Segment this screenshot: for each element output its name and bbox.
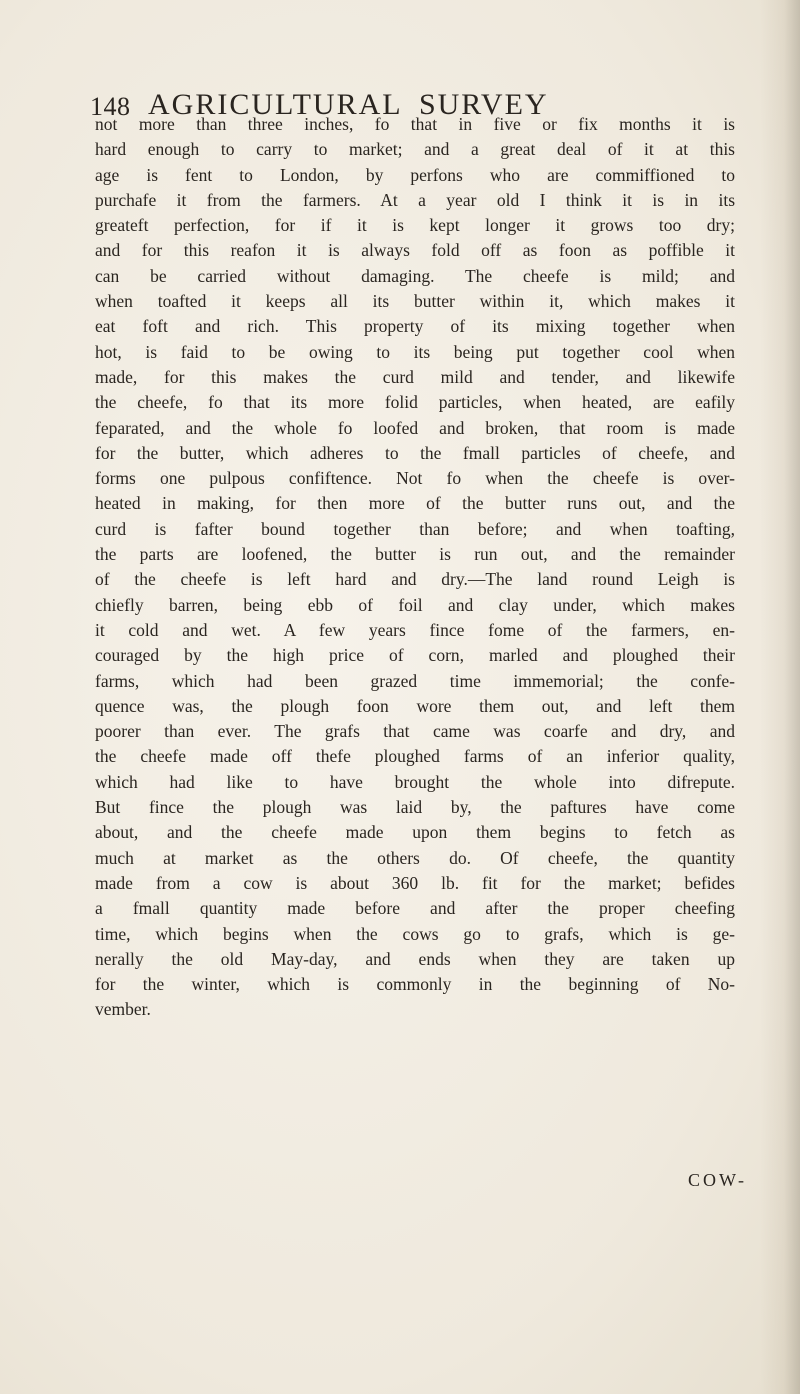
text-line: not more than three inches, fo that in five or fix months it is [95, 114, 735, 134]
text-line: eat foft and rich. This property of its mixing together when [95, 316, 735, 337]
text-line: feparated, and the whole fo loofed and broken, that room is made [95, 417, 735, 438]
text-line: for the winter, which is commonly in the beginning of No- [95, 974, 735, 995]
text-line: for the butter, which adheres to the fmall particles of cheefe, and [95, 442, 735, 463]
text-line: quence was, the plough foon wore them out, and left them [95, 695, 735, 716]
text-line: when toafted it keeps all its butter within it, which makes it [95, 291, 735, 312]
text-line: heated in making, for then more of the butter runs out, and the [95, 493, 735, 514]
text-line: made from a cow is about 360 lb. fit for the market; befides [95, 872, 735, 893]
catchword: COW- [688, 1170, 747, 1190]
text-line: age is fent to London, by perfons who are commiffioned to [95, 164, 735, 185]
text-line: nerally the old May-day, and ends when they are taken up [95, 948, 735, 969]
text-line: greateft perfection, for if it is kept longer it grows too dry; [95, 215, 735, 236]
text-line: chiefly barren, being ebb of foil and clay under, which makes [95, 594, 735, 615]
text-line-last: vember. [95, 999, 151, 1020]
text-line: it cold and wet. A few years fince fome of the farmers, en- [95, 619, 735, 640]
text-line: time, which begins when the cows go to grafs, which is ge- [95, 923, 735, 944]
text-line: poorer than ever. The grafs that came was coarfe and dry, and [95, 721, 735, 742]
text-line: can be carried without damaging. The cheefe is mild; and [95, 265, 735, 286]
text-line: But fince the plough was laid by, the paftures have come [95, 797, 735, 818]
text-line: forms one pulpous confiftence. Not fo when the cheefe is over- [95, 468, 735, 489]
text-line: purchafe it from the farmers. At a year old I think it is in its [95, 189, 735, 210]
text-line: which had like to have brought the whole into difrepute. [95, 771, 735, 792]
page-number: 148 [90, 92, 131, 121]
text-line: hard enough to carry to market; and a great deal of it at this [95, 139, 735, 160]
text-line: the cheefe, fo that its more folid particles, when heated, are eafily [95, 392, 735, 413]
text-line: much at market as the others do. Of cheefe, the quantity [95, 847, 735, 868]
text-line: made, for this makes the curd mild and tender, and likewife [95, 366, 735, 387]
running-head: AGRICULTURAL SURVEY [148, 88, 549, 121]
text-line: a fmall quantity made before and after the proper cheefing [95, 898, 735, 919]
page-edge-shadow [760, 0, 800, 1394]
text-line: about, and the cheefe made upon them begins to fetch as [95, 822, 735, 843]
text-line: hot, is faid to be owing to its being put together cool when [95, 341, 735, 362]
text-line: and for this reafon it is always fold off as foon as poffible it [95, 240, 735, 261]
text-line: the parts are loofened, the butter is run out, and the remainder [95, 544, 735, 565]
body-text [95, 112, 735, 1023]
text-line: farms, which had been grazed time immemorial; the confe- [95, 670, 735, 691]
text-line: curd is fafter bound together than before; and when toafting, [95, 518, 735, 539]
text-line: of the cheefe is left hard and dry.—The land round Leigh is [95, 569, 735, 590]
text-line: couraged by the high price of corn, marled and ploughed their [95, 645, 735, 666]
text-line: the cheefe made off thefe ploughed farms of an inferior quality, [95, 746, 735, 767]
